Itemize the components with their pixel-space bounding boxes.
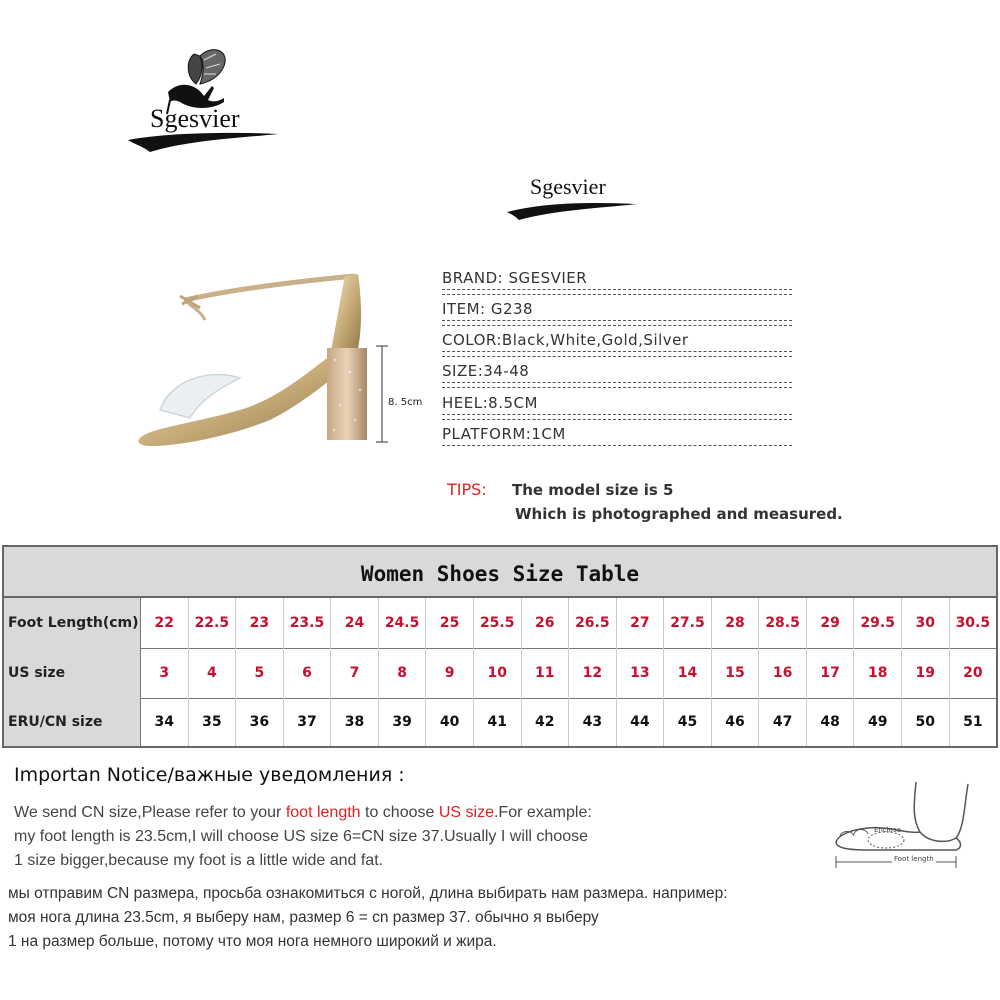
table-cell: 30 [902, 598, 950, 648]
product-image-sandal [130, 260, 390, 460]
row-header-eru-cn-size: ERU/CN size [4, 698, 141, 746]
table-cell: 41 [474, 698, 522, 746]
table-cell: 25.5 [474, 598, 522, 648]
table-cell: 8 [379, 648, 427, 698]
table-cell: 48 [807, 698, 855, 746]
table-cell: 15 [712, 648, 760, 698]
foot-length-label: Foot length [894, 855, 934, 863]
spec-size: SIZE:34-48 [442, 362, 792, 383]
table-cell: 42 [522, 698, 570, 746]
table-cell: 27 [617, 598, 665, 648]
table-cell: 24.5 [379, 598, 427, 648]
table-cell: 20 [963, 665, 983, 681]
brand-logo-2-text: Sgesvier [530, 174, 606, 199]
table-cell: 26 [522, 598, 570, 648]
spec-divider [442, 356, 792, 357]
table-row-us-size [4, 648, 996, 698]
sandal-illustration [130, 260, 390, 460]
butterfly-heel-icon [120, 40, 290, 160]
tips-line-1: The model size is 5 [512, 481, 674, 499]
table-cell: 22 [141, 598, 189, 648]
spec-divider [442, 419, 792, 420]
table-cell: 23.5 [284, 598, 332, 648]
spec-divider [442, 294, 792, 295]
spec-platform: PLATFORM:1CM [442, 425, 792, 446]
foot-measure-diagram [828, 778, 978, 873]
foot-enclose-label: Enclose [874, 826, 901, 834]
table-cell: 34 [141, 698, 189, 746]
table-cell: 7 [331, 648, 379, 698]
table-cell: 46 [712, 698, 760, 746]
table-cell: 27.5 [664, 598, 712, 648]
spec-color: COLOR:Black,White,Gold,Silver [442, 331, 792, 352]
brand-logo-1-text: Sgesvier [150, 104, 240, 133]
table-cell: 11 [522, 648, 570, 698]
table-cell: 35 [189, 698, 237, 746]
table-cell: 40 [426, 698, 474, 746]
brand-logo-2 [505, 172, 640, 222]
size-table [2, 545, 998, 748]
table-cell: 4 [189, 648, 237, 698]
notice-highlight-us-size: US size [438, 804, 494, 821]
notice-text: We send CN size,Please refer to your [14, 804, 286, 821]
table-cell: 5 [236, 648, 284, 698]
row-header-us-size: US size [4, 648, 141, 698]
table-cell: 39 [379, 698, 427, 746]
size-table-title: Women Shoes Size Table [4, 547, 996, 598]
table-cell: 43 [569, 698, 617, 746]
spec-heel: HEEL:8.5CM [442, 394, 792, 415]
table-cell: 25 [426, 598, 474, 648]
notice-en-line-1 [14, 804, 592, 822]
notice-text: .For example: [493, 804, 592, 821]
table-cell: 16 [759, 648, 807, 698]
table-cell: 29 [807, 598, 855, 648]
spec-item: ITEM: G238 [442, 300, 792, 321]
table-cell: 10 [474, 648, 522, 698]
table-cell: 28 [712, 598, 760, 648]
table-cell: 22.5 [189, 598, 237, 648]
table-cell: 38 [331, 698, 379, 746]
brand-logo-1 [120, 40, 290, 160]
table-cell: 9 [426, 648, 474, 698]
swoosh-icon [505, 172, 640, 222]
notice-ru-line-1: мы отправим CN размера, просьба ознакомиться с ногой, длина выбирать нам размера. например: [8, 885, 728, 902]
table-cell: 28.5 [759, 598, 807, 648]
table-cell: 13 [617, 648, 665, 698]
spec-divider [442, 387, 792, 388]
notice-title: Importan Notice/важные уведомления : [14, 764, 405, 786]
table-cell: 45 [664, 698, 712, 746]
table-cell: 14 [664, 648, 712, 698]
notice-highlight-foot-length: foot length [285, 804, 361, 821]
row-header-foot-length: Foot Length(cm) [4, 598, 141, 648]
table-cell: 17 [807, 648, 855, 698]
notice-en-line-2: my foot length is 23.5cm,I will choose US size 6=CN size 37.Usually I will choose [14, 828, 589, 845]
spec-brand: BRAND: SGESVIER [442, 269, 792, 290]
table-cell: 23 [236, 598, 284, 648]
table-cell: 44 [617, 698, 665, 746]
table-row-eru-cn-size [4, 698, 996, 746]
table-cell: 24 [331, 598, 379, 648]
table-cell: 6 [284, 648, 332, 698]
table-cell: 26.5 [569, 598, 617, 648]
table-cell: 3 [141, 648, 189, 698]
notice-en-line-3: 1 size bigger,because my foot is a little wide and fat. [14, 852, 384, 869]
table-cell: 30.5 [955, 615, 991, 631]
table-cell: 50 [902, 698, 950, 746]
notice-text: to choose [360, 804, 439, 821]
table-cell: 49 [854, 698, 902, 746]
tips-line-2: Which is photographed and measured. [515, 505, 843, 523]
table-cell: 51 [963, 714, 983, 730]
table-cell: 37 [284, 698, 332, 746]
table-cell: 29.5 [854, 598, 902, 648]
tips-label: TIPS: [447, 480, 487, 499]
table-cell: 19 [902, 648, 950, 698]
spec-divider [442, 325, 792, 326]
table-row-foot-length [4, 598, 996, 648]
table-cell: 18 [854, 648, 902, 698]
notice-ru-line-2: моя нога длина 23.5cm, я выберу нам, размер 6 = cn размер 37. обычно я выберу [8, 909, 599, 926]
table-cell: 12 [569, 648, 617, 698]
table-cell: 47 [759, 698, 807, 746]
notice-ru-line-3: 1 на размер больше, потому что моя нога немного широкий и жира. [8, 933, 497, 950]
heel-height-measure: 8. 5cm [388, 397, 423, 408]
table-cell: 36 [236, 698, 284, 746]
